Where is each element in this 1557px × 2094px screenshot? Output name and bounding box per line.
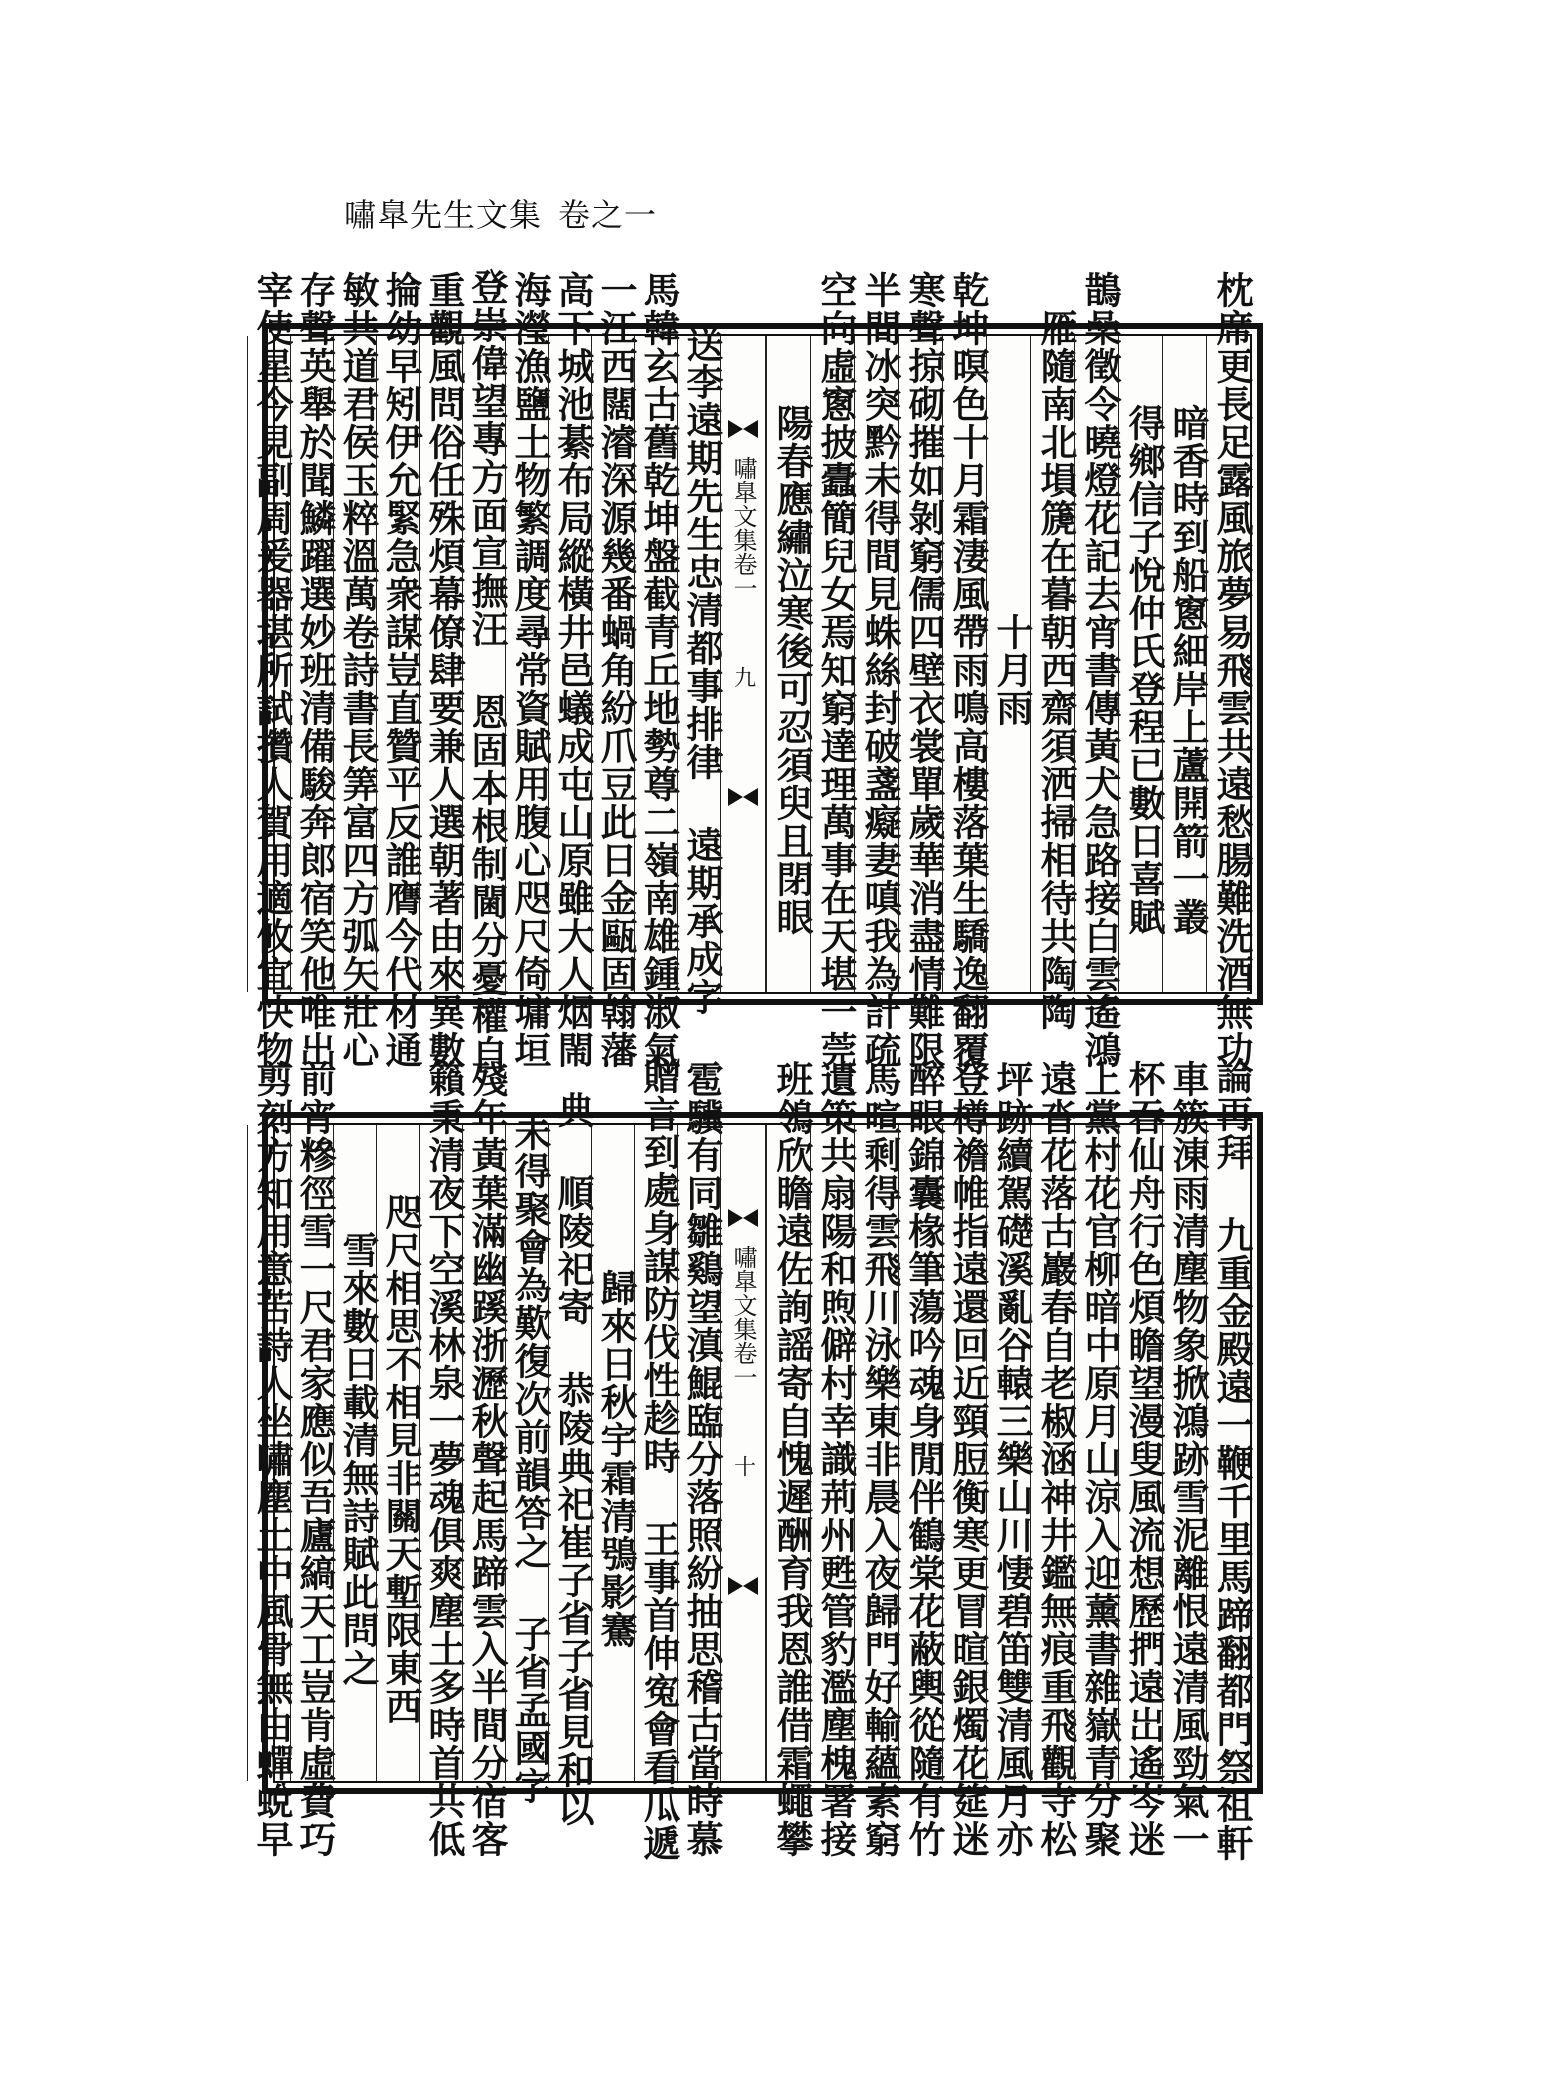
folio-number: 十 [730, 1455, 756, 1477]
text-column: 籟秉清夜下空溪林泉一夢魂俱爽塵土多時首共低 [419, 1125, 462, 1781]
volume-label: 卷之一 [558, 196, 658, 234]
bottom-leaf [250, 1056, 1263, 1862]
text-column: 鵲喿徵令曉燈花記去宵書傳黃犬急路接白雲遙鴻 [1074, 336, 1118, 992]
text-column: 一江西闊濬深源幾番蝸角紛爪豆此日金甌固翰藩 [591, 336, 634, 992]
text-column: 宰使星今見副周爰器堪所試攢人賀用適攸宜快物 [247, 336, 290, 992]
fold-title: 嘯臯文集卷一 [729, 456, 757, 600]
text-column: 枕席更長足露風旅夢易飛雲共遠愁腸難洗酒無功 [1206, 336, 1250, 992]
text-column: 歸來日秋宇霜清鴞影騫 [591, 1125, 634, 1781]
text-column: 上黨村花官柳暗中原月山涼入迎薰書雜嶽青分聚 [1074, 1125, 1118, 1781]
text-column: 半間冰突黔未得間見蛛絲封破盞癡妻嗔我為計疏 [854, 336, 898, 992]
text-column: 登崇偉望專方面宣撫汪 恩固本根制閫分憂權自 [462, 336, 505, 992]
text-column: 遠沓花落古巖春自老椒涵神井鑑無痕重飛觀寺松 [1030, 1125, 1074, 1781]
folio-number: 九 [730, 666, 756, 688]
text-column: 馬韓玄古舊乾坤盤截青丘地勢尊二嶺南雄鍾淑氣 [634, 336, 677, 992]
text-column: 班鴒欣瞻遠佐詢謡寄自愧遲酬育我恩誰借霜蠅攀 [766, 1125, 810, 1781]
text-column: 坪跡續駕礎溪亂谷轅三樂山川悽碧笛雙清風月亦 [986, 1125, 1030, 1781]
top-leaf [250, 267, 1263, 1073]
text-column: 醉眼錦囊椽筆蕩吟魂身閒伴鶴棠花蔽輿從隨有竹 [898, 1125, 942, 1781]
top-leaf-columns [250, 267, 1254, 1073]
text-column: 前宵糝徑雪一尺君家應似吾廬縞天工豈肯虛費巧 [290, 1125, 333, 1781]
text-column: 剪刻方知用意苦詩人坐嘯塵土中風骨無由蟬蛻早 [247, 1125, 290, 1781]
center-fold [720, 1125, 766, 1781]
page-title [344, 190, 657, 236]
top-leaf-frame [250, 267, 1254, 1073]
text-column: 高下城池綦布局縱橫井邑蟻成屯山原雖大人烟閙 [548, 336, 591, 992]
text-column: 得鄉信子悅仲氏登程已數日喜賦 [1118, 336, 1162, 992]
fish-tail-ornament-icon [726, 418, 760, 440]
text-column: 重觀風問俗任殊煩幕僚肆要兼人選朝著由來異數 [419, 336, 462, 992]
text-column: 咫尺相思不相見非關天塹限東西 [376, 1125, 419, 1781]
fish-tail-ornament-icon [726, 1207, 760, 1229]
text-column: 贈言到處身謀防伐性趁時 王事首伸寃會看瓜遞 [634, 1125, 677, 1781]
text-column: 雹驥有同雛鷄望滇鯤臨分落照紛抽思稽古當時慕 [677, 1125, 720, 1781]
text-column: 馬喧剩得雲飛川泳樂東非晨入夜歸門好輸蘊素窮 [854, 1125, 898, 1781]
text-column: 敏共道君侯玉粹溫萬卷詩書長筭富四方弧矢壯心 [333, 336, 376, 992]
text-column: 十月雨 [986, 336, 1030, 992]
text-column: 未得聚會為歎復次前韻答之 子省孟國字 [505, 1125, 548, 1781]
bottom-leaf-frame [250, 1056, 1254, 1862]
text-column: 暗香時到船窻細岸上蘆開箭一叢 [1162, 336, 1206, 992]
center-fold [720, 336, 766, 992]
text-column: 車簇涷雨清塵物象掀鴻跡雪泥離恨遠清風勁氣一 [1162, 1125, 1206, 1781]
text-column: 雁隨南北塤篪在暮朝西齋須洒掃相待共陶陶 [1030, 336, 1074, 992]
text-column: 掄幼早矧伊允緊急衆謀豈直贊平反誰膺今代材通 [376, 336, 419, 992]
text-column: 雪來數日載清無詩賦此問之 [333, 1125, 376, 1781]
text-column: 乾坤暝色十月霜淒風帶雨鳴高樓落葉生驕逸翻覆 [942, 336, 986, 992]
fish-tail-ornament-icon [726, 1575, 760, 1597]
text-column: 寒聲掠砌摧如剝窮儒四壁衣裳單歲華消盡情難限 [898, 336, 942, 992]
text-column: 殘年黃葉滿幽蹊浙瀝秋聲起馬蹄雲入半間分宿客 [462, 1125, 505, 1781]
text-column: 陽春應繡泣寒後可忍須臾且閉眼 [766, 336, 810, 992]
fish-tail-ornament-icon [726, 786, 760, 808]
bottom-leaf-columns [250, 1056, 1254, 1862]
text-column: 海瀅漁鹽土物繁調度尋常資賦用腹心咫尺倚墉垣 [505, 336, 548, 992]
text-column: 登樽襜帷指遠還回近頸脰衡寒更冒暄銀燭花筵迷 [942, 1125, 986, 1781]
text-column: 典 順陵祀寄 恭陵典祀崔子省子省見和以 [548, 1125, 591, 1781]
text-column: 遺策共扇陽和煦僻村幸識荊州甦管豹濫塵槐署接 [810, 1125, 854, 1781]
book-title: 嘯臯先生文集 [344, 196, 543, 234]
text-column: 論再拜 九重金殿遠一鞭千里馬蹄翻都門祭祖軒 [1206, 1125, 1250, 1781]
text-column: 空向虛窻披蠹簡兒女焉知窮達理萬事在天堪一莞 [810, 336, 854, 992]
text-column: 送李遠期先生忠清都事排律 遠期承成字 [677, 336, 720, 992]
text-column: 杯吞仙舟行色煩瞻望漫叟風流想歷捫遠岀遙岑迷 [1118, 1125, 1162, 1781]
text-column: 存聲英舉於聞鱗躍選妙班清備駿奔郎宿笑他唯出 [290, 336, 333, 992]
fold-title: 嘯臯文集卷一 [729, 1245, 757, 1389]
